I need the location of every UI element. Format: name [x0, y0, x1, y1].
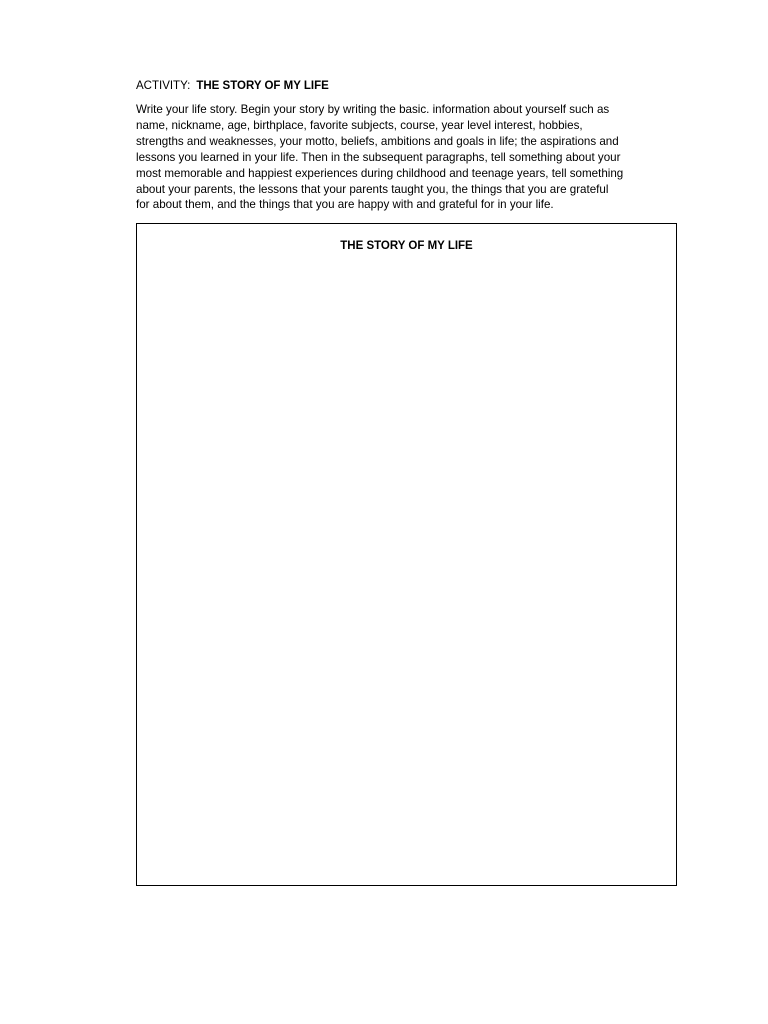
- instructions-line: lessons you learned in your life. Then in the subsequent paragraphs, tell something about your: [136, 150, 621, 164]
- instructions-line: name, nickname, age, birthplace, favorite subjects, course, year level interest, hobbies,: [136, 118, 583, 132]
- activity-title: THE STORY OF MY LIFE: [196, 80, 329, 92]
- story-box-title: THE STORY OF MY LIFE: [340, 240, 473, 252]
- story-writing-box[interactable]: [136, 223, 677, 886]
- instructions-line: Write your life story. Begin your story by writing the basic. information about yourself such as: [136, 103, 610, 116]
- instructions-line: strengths and weaknesses, your motto, beliefs, ambitions and goals in life; the aspirations and: [136, 134, 619, 148]
- instructions-paragraph: [136, 102, 681, 213]
- activity-heading: [136, 78, 329, 94]
- activity-label: ACTIVITY:: [136, 80, 191, 92]
- instructions-line: about your parents, the lessons that your parents taught you, the things that you are grateful: [136, 182, 609, 196]
- instructions-line: most memorable and happiest experiences during childhood and teenage years, tell something: [136, 166, 624, 180]
- instructions-line: for about them, and the things that you are happy with and grateful for in your life.: [136, 198, 554, 212]
